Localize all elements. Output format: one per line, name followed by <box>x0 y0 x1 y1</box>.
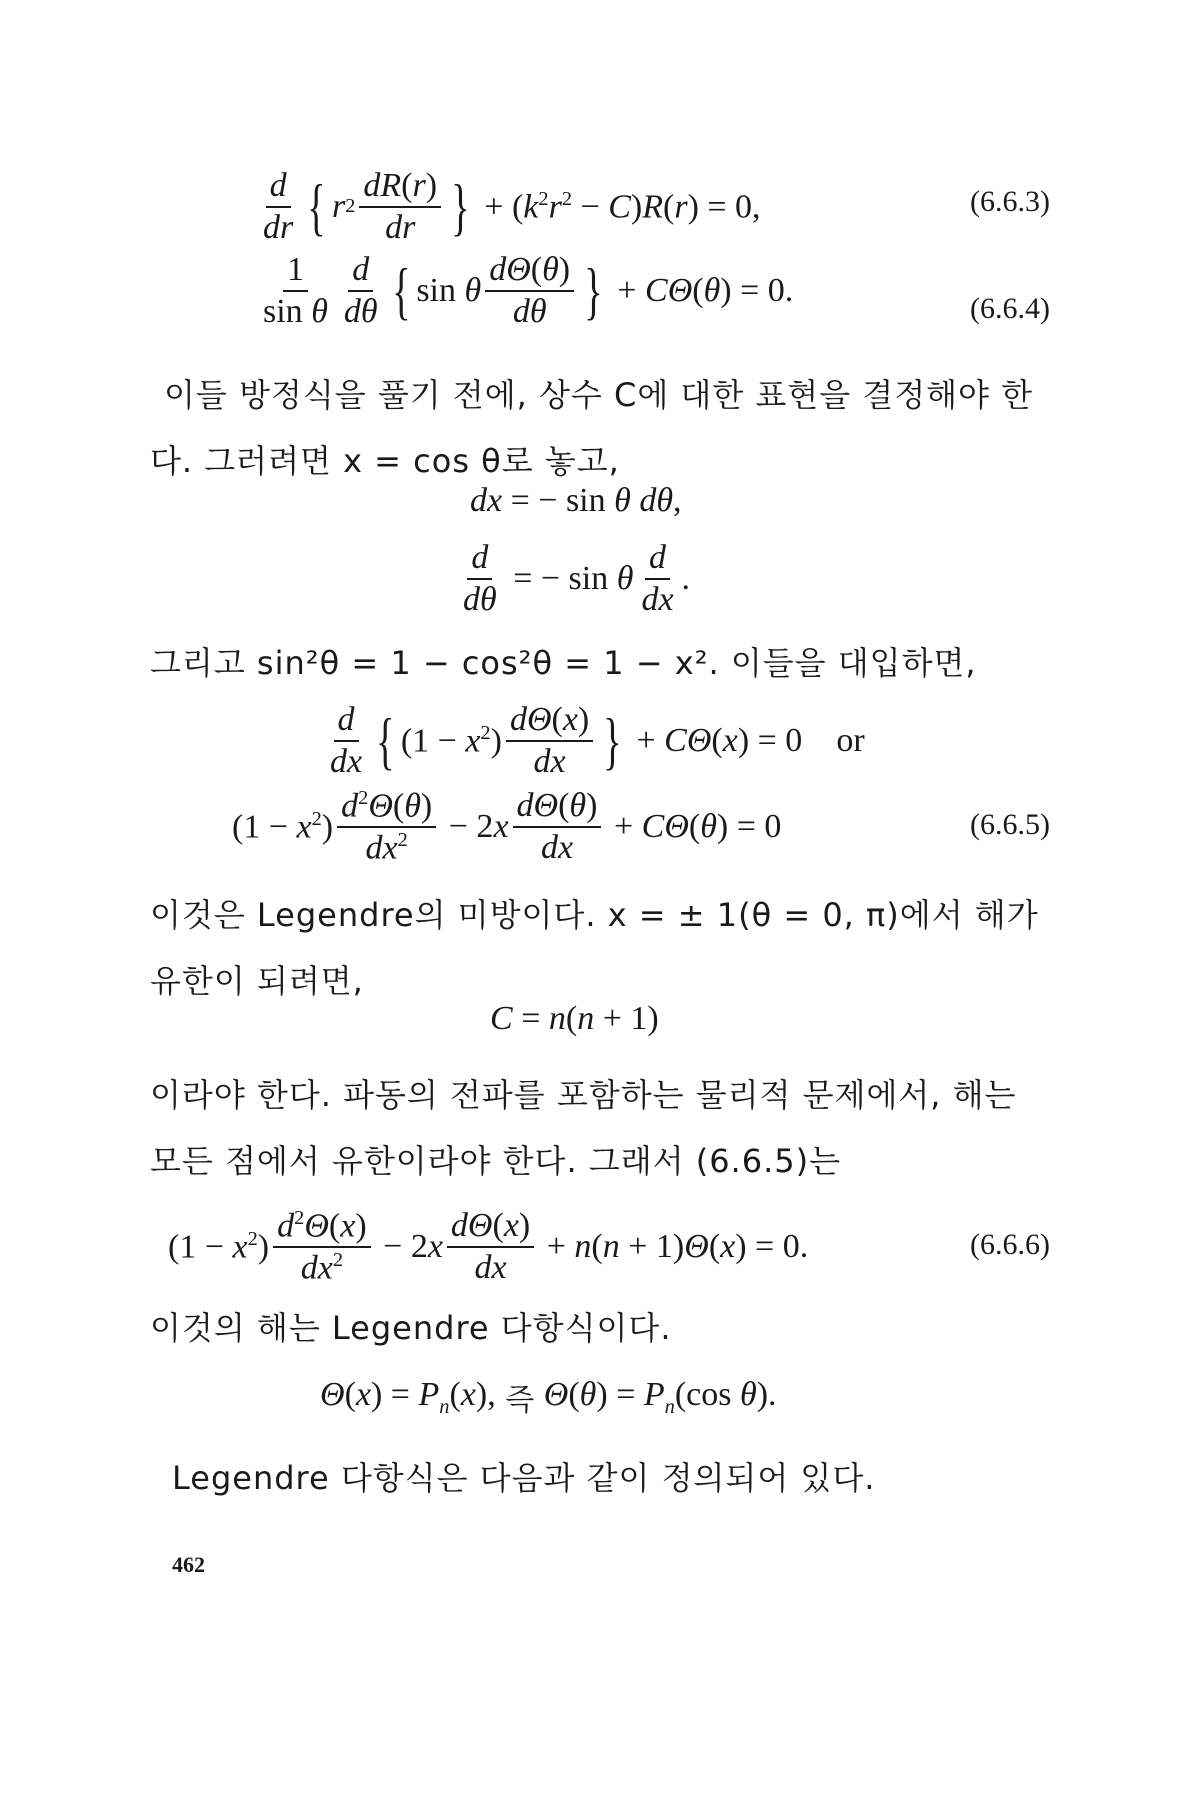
paragraph: 이것은 Legendre의 미방이다. x = ± 1(θ = 0, π)에서 해가 유한이 되려면, <box>150 896 1039 1000</box>
equation-number: (6.6.5) <box>970 808 1050 841</box>
paragraph: 그리고 sin²θ = 1 − cos²θ = 1 − x². 이들을 대입하면, <box>150 644 977 682</box>
equation-legendre-solution: $\Theta(x) = P_n(x)$, 즉 $\Theta(\theta) = P_n(\cos$ θ). <box>320 1375 777 1418</box>
equation-6-6-5: $(1 - x^2)$ $\frac{d^2\Theta(\theta)}{dx^2}$ − 2x $\frac{d\Theta(\theta)}{dx}$ + CΘ(θ) = 0 <box>232 787 782 867</box>
page-number: 462 <box>172 1552 205 1577</box>
equation-number: (6.6.3) <box>970 185 1050 218</box>
equation-c-value: C = n(n + 1) <box>490 1000 659 1037</box>
equation-number: (6.6.6) <box>970 1228 1050 1261</box>
paragraph: 이것의 해는 Legendre 다항식이다. <box>150 1309 672 1347</box>
equation-6-6-3: $\frac{d}{dr}$ { r 2 $\frac{dR(r)}{dr}$ } + $(k^2r^2 - C)R(r) = 0$, <box>263 167 761 246</box>
paragraph: Legendre 다항식은 다음과 같이 정의되어 있다. <box>172 1459 876 1497</box>
or-text: or <box>836 721 865 759</box>
paragraph: 이들 방정식을 풀기 전에, 상수 C에 대한 표현을 결정해야 한다. 그러려면 x = cos θ로 놓고, <box>150 376 1034 480</box>
equation-dx: dx = − sin θ dθ, <box>470 482 682 519</box>
equation-number: (6.6.4) <box>970 292 1050 325</box>
equation-6-6-6: $(1 - x^2)$ $\frac{d^2\Theta(x)}{dx^2}$ − 2x $\frac{d\Theta(x)}{dx}$ + n(n + 1)Θ(x) = 0. <box>168 1207 809 1287</box>
equation-legendre-form: $\frac{d}{dx}$ { $(1 - x^2)$ $\frac{d\Theta(x)}{dx}$ } + CΘ(x) = 0 or <box>330 701 865 780</box>
equation-6-6-4: $\frac{1}{\text{sin θ}}$ $\frac{d}{d\theta}$ { sin θ $\frac{d\Theta(\theta)}{d\theta}$ } + CΘ(θ) = 0. <box>263 251 794 330</box>
equation-d-dtheta: $\frac{d}{d\theta}$ = − sin θ $\frac{d}{dx}$ . <box>463 539 691 618</box>
paragraph: 이라야 한다. 파동의 전파를 포함하는 물리적 문제에서, 해는 모든 점에서 유한이라야 한다. 그래서 (6.6.5)는 <box>150 1076 1017 1180</box>
